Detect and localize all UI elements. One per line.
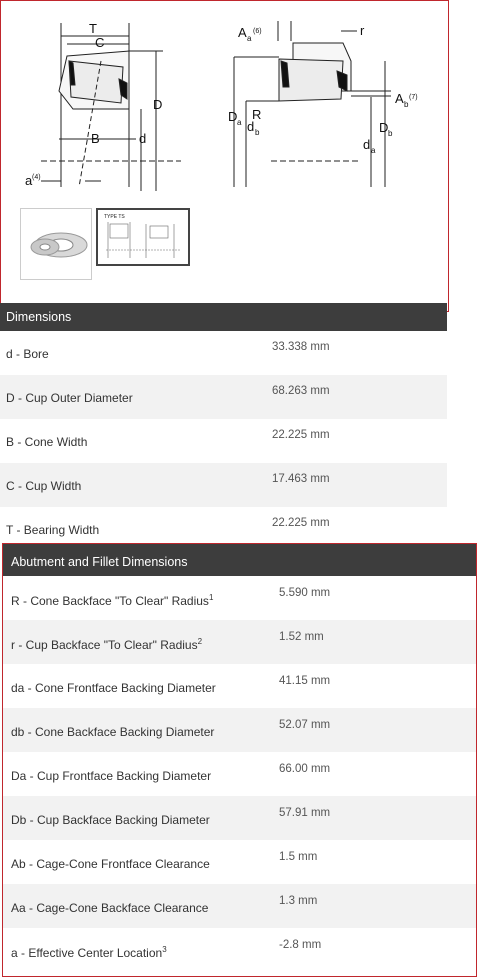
footnote-marker: 3	[162, 945, 167, 954]
row-value: -2.8 mm	[279, 939, 322, 951]
row-value: 66.00 mm	[279, 763, 331, 775]
label-R: R	[252, 107, 262, 122]
label-Da: D	[228, 109, 238, 124]
thumbnail-caption: TYPE TS	[104, 214, 125, 220]
row-value: 57.91 mm	[279, 807, 331, 819]
table-row	[0, 375, 447, 419]
row-label-text: R - Cone Backface "To Clear" Radius	[11, 594, 209, 608]
label-D: D	[153, 97, 163, 112]
table-row	[0, 331, 447, 375]
row-label	[11, 725, 214, 739]
table-row	[3, 840, 476, 884]
row-value: 52.07 mm	[279, 719, 331, 731]
row-label	[11, 813, 210, 827]
row-label-text: T - Bearing Width	[6, 523, 100, 537]
row-value: 33.338 mm	[272, 341, 330, 353]
row-label	[6, 391, 133, 405]
row-value: 17.463 mm	[272, 473, 330, 485]
table-row	[3, 708, 476, 752]
row-label-text: a - Effective Center Location	[11, 946, 163, 960]
diagram-thumbnail-icon	[98, 210, 188, 264]
row-label	[11, 681, 216, 695]
row-label-text: d - Bore	[6, 347, 49, 361]
bearing-photo-icon	[21, 209, 91, 279]
abutment-header: Abutment and Fillet Dimensions	[3, 544, 476, 576]
bearing-diagram-thumbnail[interactable]	[96, 208, 190, 266]
row-label	[11, 945, 167, 960]
row-value: 1.5 mm	[279, 851, 318, 863]
table-row	[0, 419, 447, 463]
label-Db-sub: b	[388, 129, 393, 138]
table-row	[0, 463, 447, 507]
label-db: d	[247, 119, 255, 134]
bearing-dimension-drawing	[1, 1, 450, 201]
label-Ab-sup: (7)	[409, 94, 418, 101]
label-Ab-sub: b	[404, 100, 409, 109]
label-da: d	[363, 137, 371, 152]
row-label	[11, 857, 210, 871]
label-a-sup: (4)	[32, 174, 41, 181]
label-C: C	[95, 35, 105, 50]
row-label-text: db - Cone Backface Backing Diameter	[11, 725, 215, 739]
table-row	[3, 752, 476, 796]
label-Aa-sub: a	[247, 34, 252, 43]
row-value: 41.15 mm	[279, 675, 331, 687]
table-row	[3, 796, 476, 840]
row-label	[6, 523, 99, 537]
label-db-sub: b	[255, 128, 260, 137]
row-value: 1.3 mm	[279, 895, 318, 907]
row-label	[6, 347, 49, 361]
row-label-text: r - Cup Backface "To Clear" Radius	[11, 638, 198, 652]
label-da-sub: a	[371, 146, 376, 155]
row-value: 1.52 mm	[279, 631, 324, 643]
footnote-marker: 2	[197, 637, 203, 646]
label-Ab: A	[395, 91, 404, 106]
label-B: B	[91, 131, 100, 146]
row-label-text: C - Cup Width	[6, 479, 82, 493]
table-row	[3, 928, 476, 972]
row-label-text: Db - Cup Backface Backing Diameter	[11, 813, 210, 827]
row-label	[11, 901, 208, 915]
table-row	[3, 576, 476, 620]
row-label-text: Aa - Cage-Cone Backface Clearance	[11, 901, 209, 915]
label-Db: D	[379, 120, 389, 135]
row-label-text: D - Cup Outer Diameter	[6, 391, 133, 405]
row-value: 68.263 mm	[272, 385, 330, 397]
row-value: 5.590 mm	[279, 587, 331, 599]
label-Aa: A	[238, 25, 247, 40]
row-label-text: Ab - Cage-Cone Frontface Clearance	[11, 857, 210, 871]
label-Da-sub: a	[237, 118, 242, 127]
table-row	[3, 620, 476, 664]
table-row	[3, 884, 476, 928]
row-value: 22.225 mm	[272, 517, 330, 529]
dimensions-header: Dimensions	[0, 303, 447, 331]
footnote-marker: 1	[208, 593, 214, 602]
label-a: a	[25, 173, 33, 188]
dimensions-section	[0, 303, 447, 543]
row-label	[6, 479, 81, 493]
row-label-text: B - Cone Width	[6, 435, 88, 449]
product-figure-panel	[0, 0, 449, 312]
row-label-text: Da - Cup Frontface Backing Diameter	[11, 769, 212, 783]
bearing-photo-thumbnail[interactable]	[20, 208, 92, 280]
label-r: r	[360, 23, 365, 38]
row-label	[11, 769, 211, 783]
row-label	[11, 593, 213, 608]
row-value: 22.225 mm	[272, 429, 330, 441]
label-T: T	[89, 21, 97, 36]
table-row	[3, 664, 476, 708]
row-label	[6, 435, 87, 449]
label-d: d	[139, 131, 147, 146]
label-Aa-sup: (6)	[253, 28, 262, 35]
row-label-text: da - Cone Frontface Backing Diameter	[11, 681, 216, 695]
abutment-section	[2, 543, 477, 977]
row-label	[11, 637, 202, 652]
